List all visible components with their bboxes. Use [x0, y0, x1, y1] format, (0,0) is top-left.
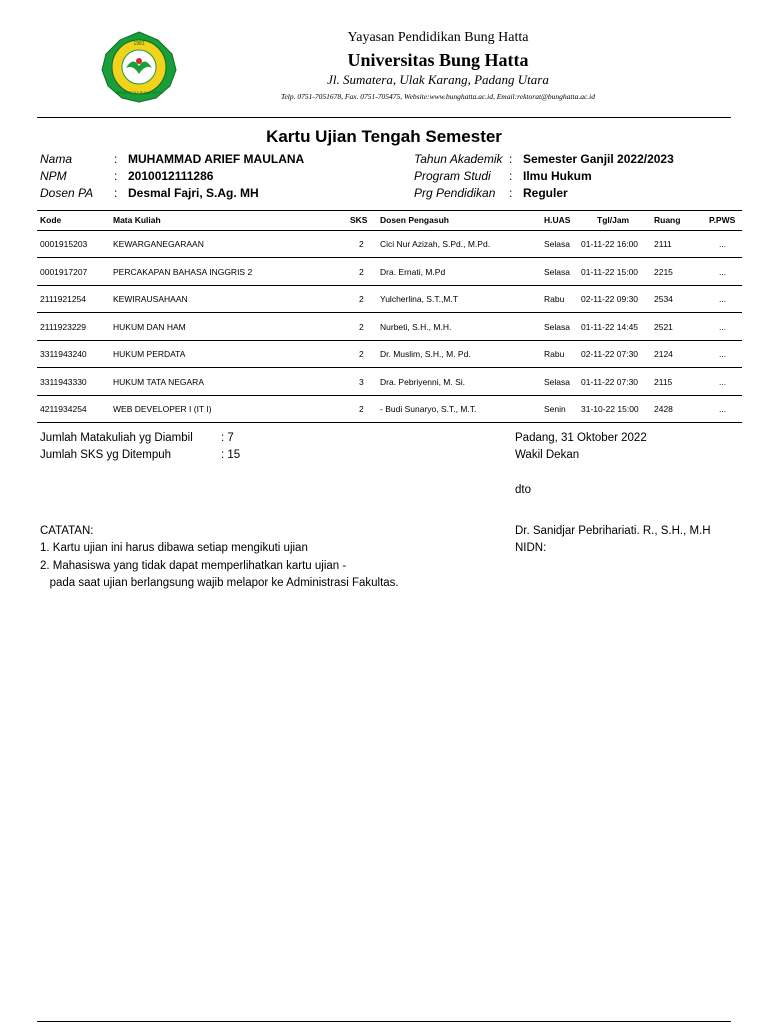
cell-dosen: Dr. Muslim, S.H., M. Pd.: [380, 349, 471, 359]
jumlah-sks-label: Jumlah SKS yg Ditempuh: [40, 449, 172, 461]
cell-tgl: 31-10-22 15:00: [581, 404, 639, 414]
header-divider: [37, 117, 731, 118]
tahun-value: Semester Ganjil 2022/2023: [523, 152, 674, 166]
cell-ppws: ...: [719, 376, 727, 387]
npm-label: NPM: [40, 169, 67, 183]
table-header-border: [37, 230, 742, 231]
row-divider: [37, 395, 742, 396]
cell-ppws: ...: [719, 294, 727, 304]
signer-nidn: NIDN:: [515, 542, 547, 554]
cell-mata-kuliah: HUKUM TATA NEGARA: [113, 376, 204, 387]
notes-line-2: 2. Mahasiswa yang tidak dapat memperlihatkan kartu ujian -: [40, 560, 347, 572]
dosen-pa-value: Desmal Fajri, S.Ag. MH: [128, 186, 259, 200]
cell-tgl: 01-11-22 14:45: [581, 321, 639, 332]
prg-label: Prg Pendidikan: [414, 186, 496, 200]
table-top-border: [37, 210, 742, 211]
cell-huas: Selasa: [544, 266, 570, 277]
cell-sks: 2: [359, 239, 364, 249]
signature-dto: dto: [515, 484, 531, 496]
cell-dosen: Yulcherlina, S.T.,M.T: [380, 294, 458, 304]
name-value: MUHAMMAD ARIEF MAULANA: [128, 152, 305, 166]
jumlah-sks-value: : 15: [221, 449, 241, 461]
logo-text: UNIVERSITAS BUNG HATTA: [115, 91, 163, 95]
cell-sks: 2: [359, 321, 364, 332]
university-name: Universitas Bung Hatta: [347, 50, 529, 70]
cell-sks: 2: [359, 349, 364, 359]
signer-name: Dr. Sanidjar Pebrihariati. R., S.H., M.H: [515, 525, 711, 537]
row-divider: [37, 367, 742, 368]
prodi-value: Ilmu Hukum: [523, 169, 592, 183]
cell-tgl: 02-11-22 09:30: [581, 294, 639, 304]
cell-ppws: ...: [719, 321, 727, 332]
page-title: Kartu Ujian Tengah Semester: [266, 127, 502, 146]
cell-tgl: 01-11-22 15:00: [581, 266, 639, 277]
cell-tgl: 01-11-22 07:30: [581, 376, 639, 387]
cell-dosen: Cici Nur Azizah, S.Pd., M.Pd.: [380, 239, 491, 249]
tahun-colon: :: [509, 152, 513, 166]
row-divider: [37, 312, 742, 313]
cell-kode: 0001915203: [40, 239, 88, 249]
npm-colon: :: [114, 169, 118, 183]
notes-line-3: pada saat ujian berlangsung wajib melapor ke Administrasi Fakultas.: [40, 577, 399, 589]
cell-sks: 2: [359, 266, 364, 277]
col-mata-kuliah: Mata Kuliah: [113, 215, 161, 225]
row-divider: [37, 422, 742, 423]
place-date: Padang, 31 Oktober 2022: [515, 432, 647, 444]
footer-divider: [37, 1021, 731, 1022]
cell-huas: Selasa: [544, 239, 570, 249]
cell-ruang: 2521: [654, 321, 673, 332]
cell-kode: 2111923229: [40, 321, 87, 332]
cell-ruang: 2111: [654, 239, 672, 249]
dosen-pa-label: Dosen PA: [40, 186, 94, 200]
cell-mata-kuliah: KEWARGANEGARAAN: [113, 239, 204, 249]
row-divider: [37, 285, 742, 286]
cell-ruang: 2428: [654, 404, 673, 414]
col-dosen: Dosen Pengasuh: [380, 215, 449, 225]
name-label: Nama: [40, 152, 73, 166]
cell-ruang: 2215: [654, 266, 673, 277]
cell-ppws: ...: [719, 404, 727, 414]
cell-kode: 3311943330: [40, 376, 87, 387]
prg-colon: :: [509, 186, 513, 200]
cell-ppws: ...: [719, 349, 727, 359]
cell-ruang: 2115: [654, 376, 673, 387]
cell-kode: 4211934254: [40, 404, 87, 414]
signer-role: Wakil Dekan: [515, 449, 580, 461]
name-colon: :: [114, 152, 118, 166]
tahun-label: Tahun Akademik: [414, 152, 503, 166]
logo-year: 1981: [133, 41, 145, 47]
cell-kode: 3311943240: [40, 349, 87, 359]
cell-mata-kuliah: PERCAKAPAN BAHASA INGGRIS 2: [113, 266, 253, 277]
cell-sks: 3: [359, 376, 364, 387]
cell-ruang: 2124: [654, 349, 673, 359]
jumlah-mk-label: Jumlah Matakuliah yg Diambil: [40, 432, 193, 444]
cell-kode: 0001917207: [40, 266, 88, 277]
cell-tgl: 02-11-22 07:30: [581, 349, 639, 359]
col-sks: SKS: [350, 215, 368, 225]
notes-line-1: 1. Kartu ujian ini harus dibawa setiap mengikuti ujian: [40, 542, 308, 554]
foundation-name: Yayasan Pendidikan Bung Hatta: [347, 30, 529, 45]
row-divider: [37, 257, 742, 258]
npm-value: 2010012111286: [128, 169, 214, 183]
cell-ppws: ...: [719, 266, 727, 277]
prodi-colon: :: [509, 169, 513, 183]
university-address: Jl. Sumatera, Ulak Karang, Padang Utara: [327, 72, 549, 87]
cell-dosen: Dra. Ernati, M.Pd: [380, 266, 446, 277]
cell-kode: 2111921254: [40, 294, 87, 304]
cell-mata-kuliah: HUKUM DAN HAM: [113, 321, 186, 332]
cell-dosen: Dra. Pebriyenni, M. Si.: [380, 376, 466, 387]
cell-huas: Senin: [544, 404, 566, 414]
university-logo: [100, 30, 178, 104]
cell-dosen: Nurbeti, S.H., M.H.: [380, 321, 452, 332]
cell-tgl: 01-11-22 16:00: [581, 239, 639, 249]
cell-huas: Rabu: [544, 294, 565, 304]
cell-mata-kuliah: HUKUM PERDATA: [113, 349, 186, 359]
col-tgl: Tgl/Jam: [597, 215, 630, 225]
jumlah-mk-value: : 7: [221, 432, 234, 444]
cell-huas: Selasa: [544, 376, 570, 387]
prodi-label: Program Studi: [414, 169, 491, 183]
prg-value: Reguler: [523, 186, 568, 200]
university-contact: Telp. 0751-7051678, Fax. 0751-705475, Website:www.bunghatta.ac.id, Email:rektorat@bunghatta.ac.id: [280, 92, 596, 101]
col-ruang: Ruang: [654, 215, 681, 225]
dosen-pa-colon: :: [114, 186, 118, 200]
col-huas: H.UAS: [544, 215, 571, 225]
col-ppws: P.PWS: [709, 215, 736, 225]
cell-sks: 2: [359, 294, 364, 304]
col-kode: Kode: [40, 215, 62, 225]
cell-ruang: 2534: [654, 294, 673, 304]
cell-huas: Rabu: [544, 349, 565, 359]
cell-dosen: - Budi Sunaryo, S.T., M.T.: [380, 404, 477, 414]
cell-sks: 2: [359, 404, 364, 414]
row-divider: [37, 340, 742, 341]
cell-mata-kuliah: WEB DEVELOPER I (IT I): [113, 404, 212, 414]
cell-mata-kuliah: KEWIRAUSAHAAN: [113, 294, 188, 304]
cell-huas: Selasa: [544, 321, 570, 332]
notes-heading: CATATAN:: [40, 525, 94, 537]
cell-ppws: ...: [719, 239, 727, 249]
